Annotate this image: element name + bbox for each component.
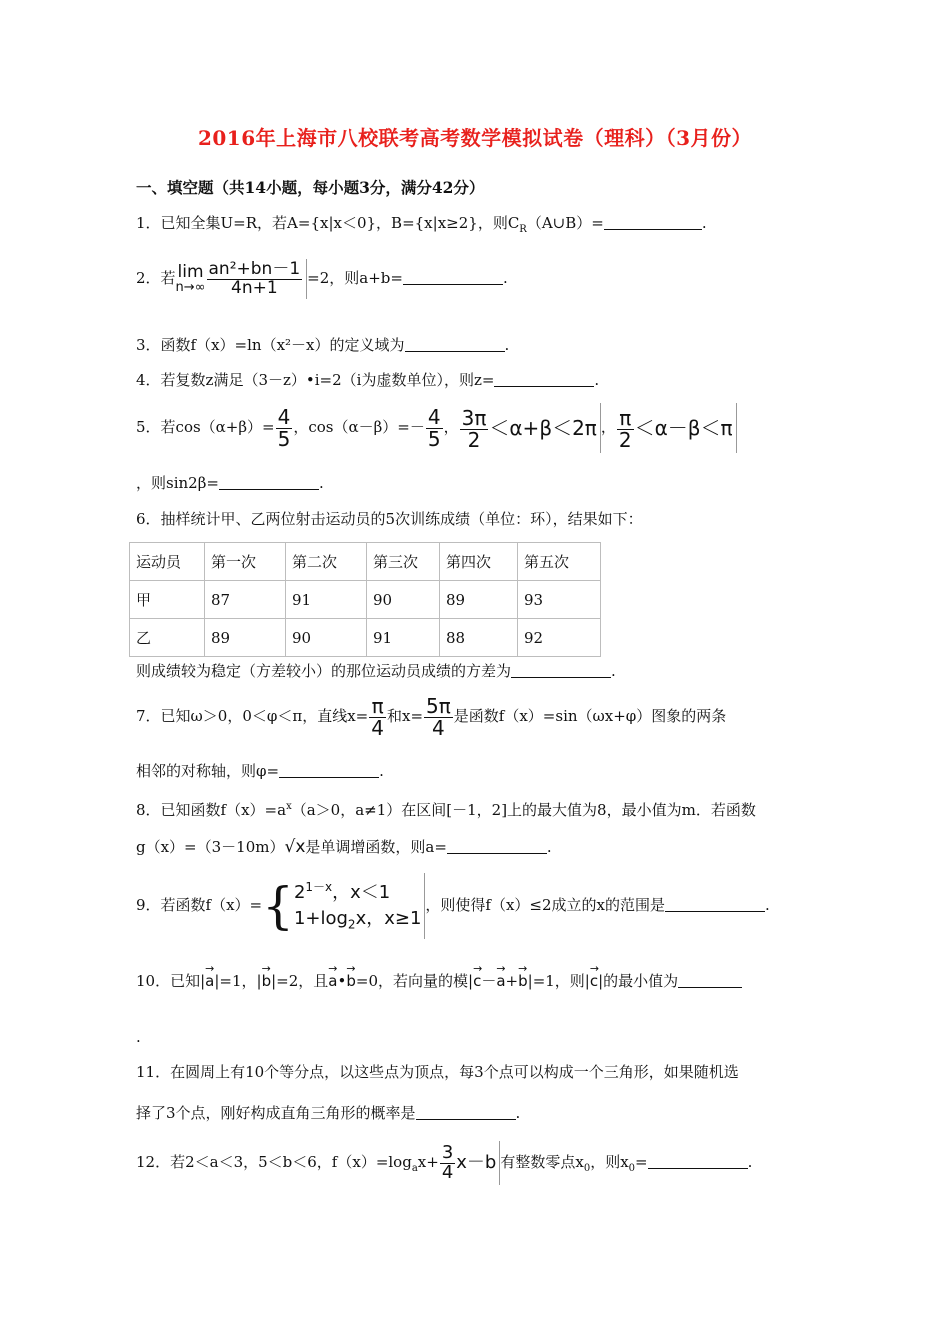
exam-title: 2016年上海市八校联考高考数学模拟试卷（理科）（3月份） [197,126,753,150]
question-4: 4．若复数z满足（3－z）•i=2（i为虚数单位），则z= . [136,371,600,389]
question-11: 11．在圆周上有10个等分点，以这些点为顶点，每3个点可以构成一个三角形，如果随机选 [136,1063,739,1081]
question-11-continued: 择了3个点，刚好构成直角三角形的概率是 . [136,1104,521,1122]
vector-a: → a [328,970,337,992]
table-cell: 91 [367,619,440,657]
answer-blank [604,215,702,230]
piecewise-function: { $2^{1-x}$，x＜1 $1+\log_2x$，x≥1 [262,873,425,939]
vector-b: → b [518,970,528,992]
table-header-cell: 第一次 [205,543,286,581]
vector-c: → c [590,970,598,992]
table-cell: 91 [286,581,367,619]
question-3: 3．函数f（x）=ln（x²－x）的定义域为 . [136,336,510,354]
sqrt-x: √x [284,837,306,857]
question-10: 10．已知|→ a|=1，|→ b|=2，且→ a•→ b=0，若向量的模|→ c－→ a+→ b|=1，则|→ c|的最小值为 [136,970,742,992]
answer-blank [665,897,765,912]
limit-fraction: $\frac{\text{an²+bn－1}}{4n+1}$ [208,258,301,298]
question-8: 8．已知函数$f(x)=a^x(a>0$，a≠1）在区间[－1，2]上的最大值为8，最小值为m．若函数 [136,801,756,819]
table-cell: 88 [440,619,518,657]
table-cell: 90 [367,581,440,619]
answer-blank [219,475,319,490]
table-row [130,581,601,619]
question-5: 5．若cos（α+β）= $\frac{4}{5}$ ，cos（α－β）=－ $\frac{4}{5}$ ， $\frac{3\pi}{2}$ ＜α+β＜2π ， $\frac{\pi}{2}$ ＜α－β＜π [136,402,737,453]
inequality-2: $\frac{\pi}{2}$ ＜α－β＜π [616,403,737,453]
section-heading: 一、填空题（共14小题，每小题3分，满分42分） [136,178,485,197]
table-header-cell: 第三次 [367,543,440,581]
question-10-continued: . [136,1028,141,1046]
table-header-cell: 第二次 [286,543,367,581]
table-header-row [130,543,601,581]
table-row [130,619,601,657]
inequality-1: $\frac{3\pi}{2}$ ＜α+β＜2π [459,403,601,453]
answer-blank [511,663,611,678]
table-cell: 乙 [130,619,205,657]
question-6-continued: 则成绩较为稳定（方差较小）的那位运动员成绩的方差为 . [136,662,616,680]
fraction-4-5: $\frac{4}{5}$ [427,404,441,451]
answer-blank [648,1154,748,1169]
question-2: 2．若 lim n→∞ $\frac{\text{an²+bn－1}}{4n+1}$ =2，则a+b= . [136,258,508,298]
question-5-continued: ，则sin2β= . [136,474,324,492]
answer-blank [405,337,505,352]
question-9: 9．若函数f（x）={ $2^{1-x}$，x＜1 $1+\log_2x$，x≥1 ，则使得f（x）≤2成立的x的范围是 . [136,872,770,938]
answer-blank [416,1105,516,1120]
vector-b: → b [262,970,272,992]
score-table [129,542,601,657]
question-6: 6．抽样统计甲、乙两位射击运动员的5次训练成绩（单位：环），结果如下： [136,510,643,528]
answer-blank [447,839,547,854]
answer-blank [279,763,379,778]
table-cell: 87 [205,581,286,619]
question-1: 1．已知全集U=R，若A={x|x＜0}，B={x|x≥2}，则$C_R(A\cup B)=$ . [136,214,707,235]
vector-a: → a [205,970,214,992]
answer-blank [403,270,503,285]
log-argument: $\frac{3}{4}$ x－b [439,1141,501,1185]
fraction-5pi-4: $\frac{5\pi}{4}$ [426,693,451,740]
table-header-cell: 第五次 [518,543,601,581]
answer-blank [678,973,742,988]
table-header-cell: 第四次 [440,543,518,581]
left-brace: { [262,877,294,935]
vector-a: → a [496,970,505,992]
question-8-continued: g（x）=（3－10m）√x是单调增函数，则a= . [136,837,552,857]
question-7-continued: 相邻的对称轴，则φ= . [136,762,384,780]
limit-expression: lim n→∞ $\frac{\text{an²+bn－1}}{4n+1}$ [176,259,308,299]
table-cell: 92 [518,619,601,657]
table-cell: 90 [286,619,367,657]
fraction-4-5: $\frac{4}{5}$ [277,404,291,451]
table-cell: 89 [440,581,518,619]
table-cell: 甲 [130,581,205,619]
question-7: 7．已知ω＞0，0＜φ＜π，直线x= $\frac{\pi}{4}$ 和x= $\frac{5\pi}{4}$ 是函数f（x）=sin（ωx+φ）图象的两条 [136,693,727,740]
fraction-pi-4: $\frac{\pi}{4}$ [371,693,384,740]
vector-b: → b [346,970,356,992]
table-cell: 89 [205,619,286,657]
table-cell: 93 [518,581,601,619]
table-header-cell: 运动员 [130,543,205,581]
vector-c: → c [473,970,481,992]
question-12: 12．若2＜a＜3，5＜b＜6，$f(x)=\log_ax+$ $\frac{3}{4}$ x－b 有整数零点$x_0$，则$x_0=$ . [136,1140,752,1191]
answer-blank [494,372,594,387]
